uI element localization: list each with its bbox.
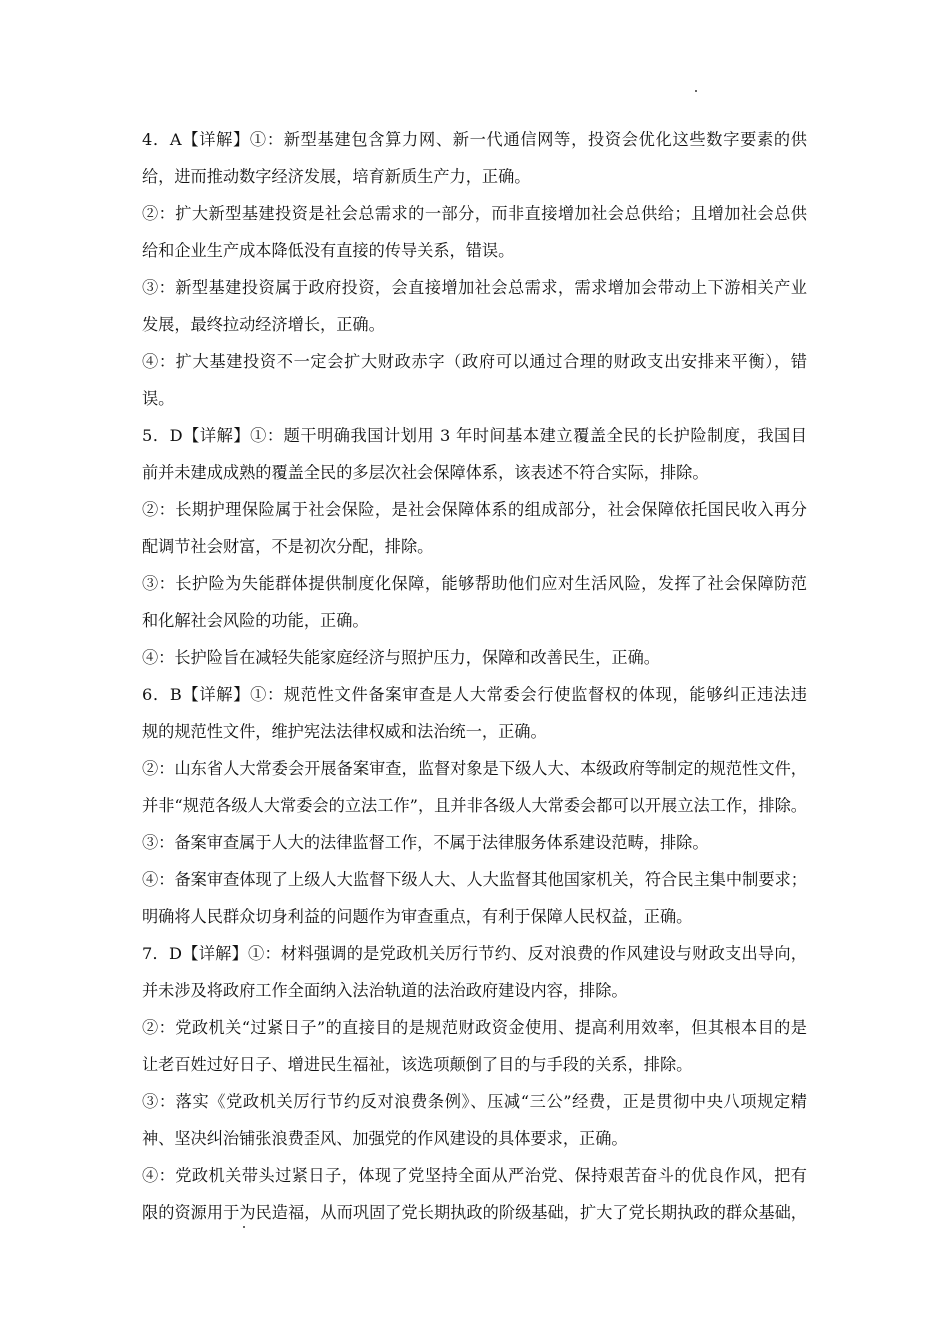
text-line: ③：新型基建投资属于政府投资，会直接增加社会总需求，需求增加会带动上下游相关产业 [142, 278, 807, 297]
text-line: 神、坚决纠治铺张浪费歪风、加强党的作风建设的具体要求，正确。 [142, 1129, 628, 1148]
text-line: 前并未建成成熟的覆盖全民的多层次社会保障体系，该表述不符合实际，排除。 [142, 463, 709, 482]
text-line: ②：山东省人大常委会开展备案审查，监督对象是下级人大、本级政府等制定的规范性文件， [142, 759, 807, 778]
text-line: 误。 [142, 389, 175, 408]
scan-mark-top [695, 90, 697, 92]
scan-mark-bottom [243, 1226, 245, 1228]
text-line: 让老百姓过好日子、增进民生福祉，该选项颠倒了目的与手段的关系，排除。 [142, 1055, 693, 1074]
text-line: 6．B【详解】①：规范性文件备案审查是人大常委会行使监督权的体现，能够纠正违法违 [142, 685, 807, 704]
text-line: 并未涉及将政府工作全面纳入法治轨道的法治政府建设内容，排除。 [142, 981, 628, 1000]
text-line: 明确将人民群众切身利益的问题作为审查重点，有利于保障人民权益，正确。 [142, 907, 693, 926]
text-line: 发展，最终拉动经济增长，正确。 [142, 315, 385, 334]
text-line: 5．D【详解】①：题干明确我国计划用 3 年时间基本建立覆盖全民的长护险制度，我国目 [142, 426, 807, 445]
text-line: 和化解社会风险的功能，正确。 [142, 611, 369, 630]
text-line: 规的规范性文件，维护宪法法律权威和法治统一，正确。 [142, 722, 547, 741]
text-line: 给，进而推动数字经济发展，培育新质生产力，正确。 [142, 167, 531, 186]
text-line: ④：扩大基建投资不一定会扩大财政赤字（政府可以通过合理的财政支出安排来平衡），错 [142, 352, 807, 371]
text-line: ③：落实《党政机关厉行节约反对浪费条例》、压减“三公”经费，正是贯彻中央八项规定精 [142, 1092, 807, 1111]
text-line: 给和企业生产成本降低没有直接的传导关系，错误。 [142, 241, 515, 260]
text-line: ③：备案审查属于人大的法律监督工作，不属于法律服务体系建设范畴，排除。 [142, 833, 709, 852]
text-line: ③：长护险为失能群体提供制度化保障，能够帮助他们应对生活风险，发挥了社会保障防范 [142, 574, 807, 593]
answer-explanations [142, 121, 807, 1231]
text-line: ②：长期护理保险属于社会保险，是社会保障体系的组成部分，社会保障依托国民收入再分 [142, 500, 807, 519]
text-line: ④：党政机关带头过紧日子，体现了党坚持全面从严治党、保持艰苦奋斗的优良作风，把有 [142, 1166, 807, 1185]
text-line: ④：备案审查体现了上级人大监督下级人大、人大监督其他国家机关，符合民主集中制要求； [142, 870, 807, 889]
text-line: 7．D【详解】①：材料强调的是党政机关厉行节约、反对浪费的作风建设与财政支出导向， [142, 944, 807, 963]
text-line: ④：长护险旨在减轻失能家庭经济与照护压力，保障和改善民生，正确。 [142, 648, 660, 667]
text-line: ②：党政机关“过紧日子”的直接目的是规范财政资金使用、提高利用效率，但其根本目的是 [142, 1018, 807, 1037]
text-line: 限的资源用于为民造福，从而巩固了党长期执政的阶级基础，扩大了党长期执政的群众基础， [142, 1203, 807, 1222]
text-line: 并非“规范各级人大常委会的立法工作”，且并非各级人大常委会都可以开展立法工作，排除。 [142, 796, 807, 815]
text-line: 配调节社会财富，不是初次分配，排除。 [142, 537, 434, 556]
text-line: ②：扩大新型基建投资是社会总需求的一部分，而非直接增加社会总供给；且增加社会总供 [142, 204, 807, 223]
text-line: 4．A【详解】①：新型基建包含算力网、新一代通信网等，投资会优化这些数字要素的供 [142, 130, 807, 149]
